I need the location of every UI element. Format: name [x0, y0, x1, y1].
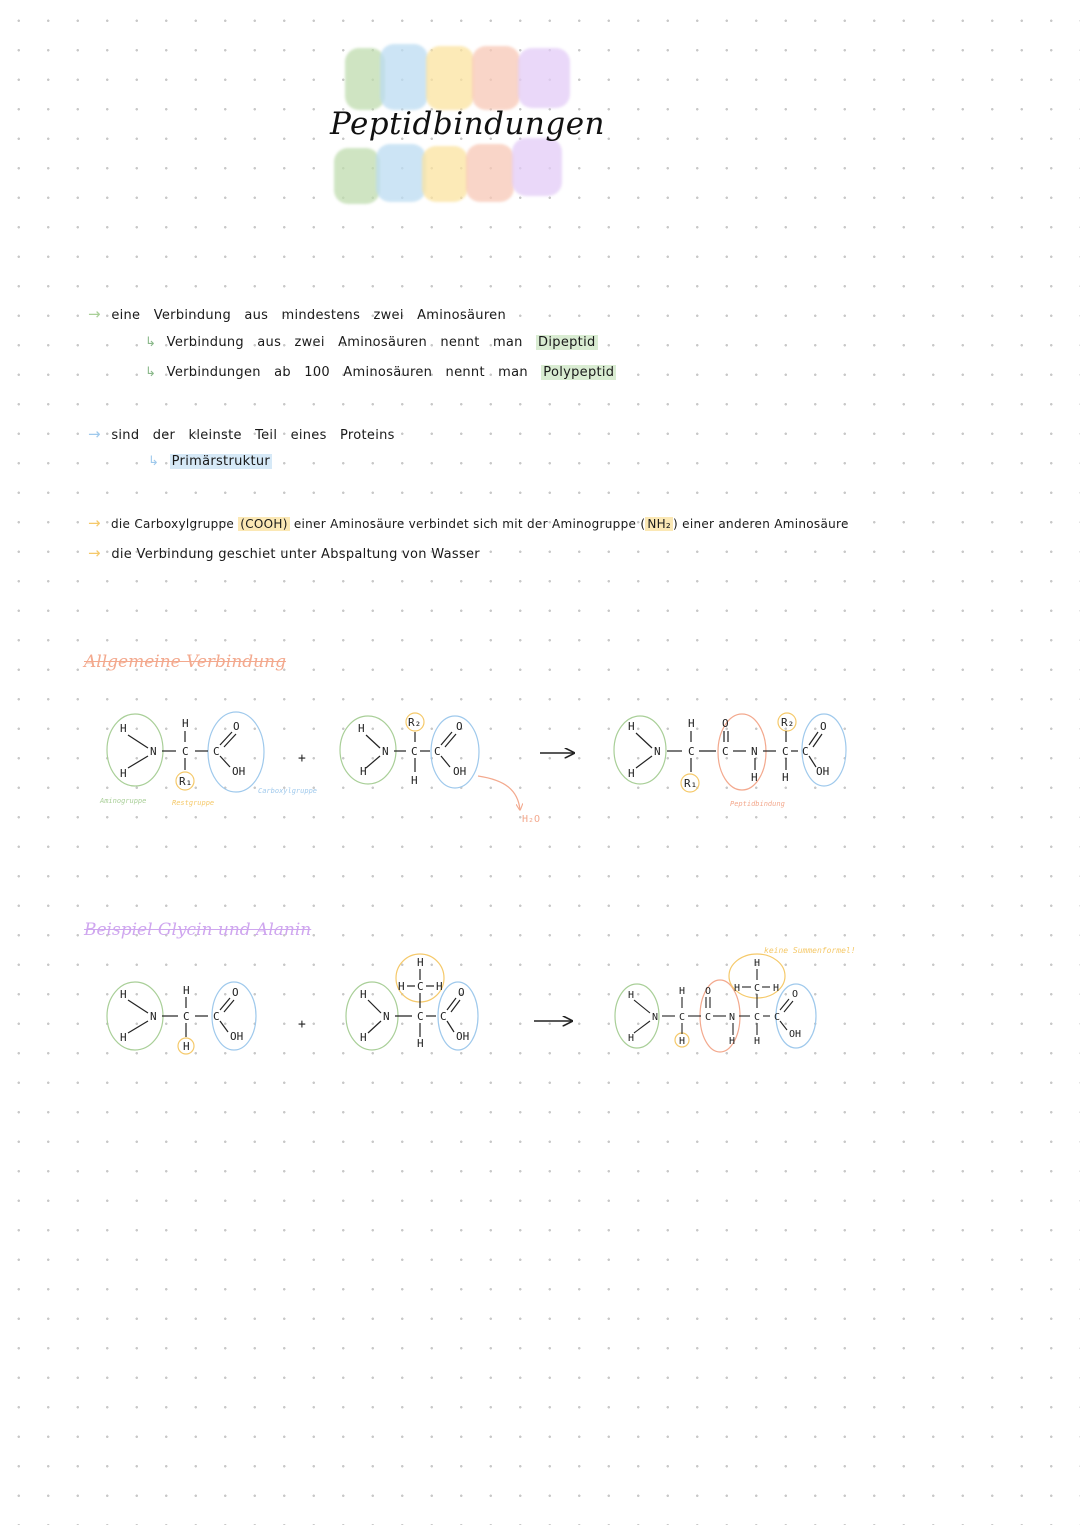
- atom-h: H: [436, 980, 443, 993]
- word: eines: [290, 428, 327, 443]
- atom-oh: OH: [232, 765, 246, 778]
- atom-oh: OH: [789, 1029, 802, 1040]
- word: zwei: [373, 308, 404, 323]
- atom-c: C: [440, 1010, 447, 1023]
- word: Aminosäuren: [338, 335, 427, 350]
- atom-r1: R₁: [684, 777, 698, 790]
- atom-r2: R₂: [408, 716, 422, 729]
- atom-oh: OH: [453, 765, 467, 778]
- text: ): [673, 517, 679, 531]
- atom-h: H: [182, 717, 189, 730]
- atom-n: N: [751, 745, 758, 758]
- atom-h: H: [729, 1036, 736, 1047]
- hook-arrow-icon: ↳: [145, 365, 157, 380]
- atom-h: H: [183, 984, 190, 997]
- plus-sign: +: [298, 1017, 306, 1032]
- atom-h: H: [782, 771, 789, 784]
- atom-c: C: [679, 1012, 686, 1023]
- word: Verbindung: [166, 335, 244, 350]
- atom-c: C: [183, 1010, 190, 1023]
- dipeptide-glycylalanin: [615, 954, 816, 1052]
- label-carboxylgruppe: Carboxylgruppe: [258, 787, 318, 795]
- glycin: [107, 982, 256, 1054]
- arrow-right-icon: →: [88, 425, 101, 443]
- atom-c: C: [213, 1010, 220, 1023]
- atom-h: H: [120, 988, 127, 1001]
- word: aus: [257, 335, 282, 350]
- atom-o: O: [820, 720, 827, 733]
- atom-h: H: [358, 722, 365, 735]
- term-primaerstruktur: Primärstruktur: [171, 454, 271, 469]
- atom-c: C: [182, 745, 189, 758]
- label-peptidbindung: Peptidbindung: [730, 800, 785, 808]
- word: Proteins: [340, 428, 395, 443]
- word: mindestens: [281, 308, 361, 323]
- water-release-arrow: [478, 776, 520, 810]
- word: aus: [244, 308, 269, 323]
- atom-h: H: [398, 980, 405, 993]
- word: Aminosäuren: [343, 365, 433, 380]
- amino-acid-1-general: [107, 712, 264, 792]
- atom-c: C: [754, 983, 761, 994]
- atom-o: O: [232, 986, 239, 999]
- word: sind: [111, 428, 140, 443]
- label-water: H₂O: [522, 814, 541, 825]
- atom-oh: OH: [456, 1030, 470, 1043]
- atom-n: N: [382, 745, 389, 758]
- word: 100: [304, 365, 330, 380]
- atom-h: H: [679, 1036, 686, 1047]
- atom-o: O: [705, 986, 712, 997]
- word: Aminosäuren: [417, 308, 507, 323]
- hook-arrow-icon: ↳: [145, 335, 157, 350]
- dipeptide-general: [614, 713, 846, 792]
- word: man: [498, 365, 528, 380]
- atom-h: H: [751, 771, 758, 784]
- atom-o: O: [722, 717, 729, 730]
- atom-h: H: [360, 765, 367, 778]
- atom-c: C: [774, 1012, 781, 1023]
- alanin: [346, 954, 478, 1050]
- atom-h: H: [417, 1037, 424, 1050]
- atom-h: H: [628, 990, 635, 1001]
- atom-h: H: [417, 956, 424, 969]
- atom-r1: R₁: [179, 775, 193, 788]
- atom-c: C: [417, 1010, 424, 1023]
- plus-sign: +: [298, 751, 306, 766]
- atom-c: C: [705, 1012, 712, 1023]
- atom-c: C: [411, 745, 418, 758]
- atom-oh: OH: [230, 1030, 244, 1043]
- word: Verbindungen: [166, 365, 261, 380]
- atom-o: O: [458, 986, 465, 999]
- amino-acid-2-general: [340, 713, 479, 788]
- word: nennt: [440, 335, 480, 350]
- hook-arrow-icon: ↳: [148, 454, 160, 469]
- atom-n: N: [150, 745, 157, 758]
- text: einer anderen Aminosäure: [682, 517, 849, 531]
- atom-o: O: [456, 720, 463, 733]
- atom-h: H: [754, 958, 761, 969]
- word: man: [492, 335, 523, 350]
- text: (: [640, 517, 646, 531]
- word: ab: [274, 365, 291, 380]
- word: Teil: [255, 428, 278, 443]
- arrow-right-icon: →: [88, 544, 101, 562]
- label-restgruppe: Restgruppe: [172, 799, 215, 807]
- text: einer Aminosäure verbindet sich mit der Aminogruppe: [293, 517, 637, 531]
- atom-h: H: [411, 774, 418, 787]
- atom-h: H: [679, 986, 686, 997]
- atom-n: N: [383, 1010, 390, 1023]
- atom-c: C: [213, 745, 220, 758]
- section-heading-general: Allgemeine Verbindung: [84, 652, 286, 672]
- word: zwei: [294, 335, 325, 350]
- atom-c: C: [434, 745, 441, 758]
- term-dipeptid: Dipeptid: [538, 335, 596, 350]
- word: kleinste: [188, 428, 242, 443]
- label-aminogruppe: Aminogruppe: [100, 797, 147, 805]
- atom-r2: R₂: [781, 716, 795, 729]
- atom-oh: OH: [816, 765, 830, 778]
- section-heading-example: Beispiel Glycin und Alanin: [84, 920, 312, 940]
- text: die Carboxylgruppe: [111, 517, 235, 531]
- arrow-right-icon: →: [88, 305, 101, 323]
- atom-h: H: [734, 983, 741, 994]
- label-keine-summenformel: keine Summenformel!: [764, 946, 856, 955]
- atom-n: N: [150, 1010, 157, 1023]
- atom-c: C: [782, 745, 789, 758]
- atom-h: H: [120, 722, 127, 735]
- atom-c: C: [802, 745, 809, 758]
- atom-n: N: [729, 1012, 736, 1023]
- term-cooh: (COOH): [240, 517, 288, 531]
- atom-c: C: [417, 980, 424, 993]
- text: die Verbindung geschiet unter Abspaltung von Wasser: [111, 547, 480, 562]
- arrow-right-icon: →: [88, 514, 101, 532]
- atom-h: H: [360, 1031, 367, 1044]
- atom-c: C: [688, 745, 695, 758]
- word: der: [152, 428, 176, 443]
- atom-o: O: [792, 989, 799, 1000]
- atom-h: H: [120, 767, 127, 780]
- atom-h: H: [754, 1036, 761, 1047]
- term-nh2: NH₂: [647, 517, 672, 531]
- atom-h: H: [183, 1040, 190, 1053]
- atom-h: H: [688, 717, 695, 730]
- atom-n: N: [652, 1012, 659, 1023]
- atom-o: O: [233, 720, 240, 733]
- atom-c: C: [754, 1012, 761, 1023]
- term-polypeptid: Polypeptid: [543, 365, 615, 380]
- atom-h: H: [628, 767, 635, 780]
- word: nennt: [445, 365, 485, 380]
- atom-n: N: [654, 745, 661, 758]
- atom-h: H: [120, 1031, 127, 1044]
- atom-h: H: [628, 1033, 635, 1044]
- atom-c: C: [722, 745, 729, 758]
- page-title: Peptidbindungen: [330, 106, 606, 142]
- word: eine: [111, 308, 141, 323]
- atom-h: H: [773, 983, 780, 994]
- atom-h: H: [360, 988, 367, 1001]
- atom-h: H: [628, 720, 635, 733]
- word: Verbindung: [153, 308, 231, 323]
